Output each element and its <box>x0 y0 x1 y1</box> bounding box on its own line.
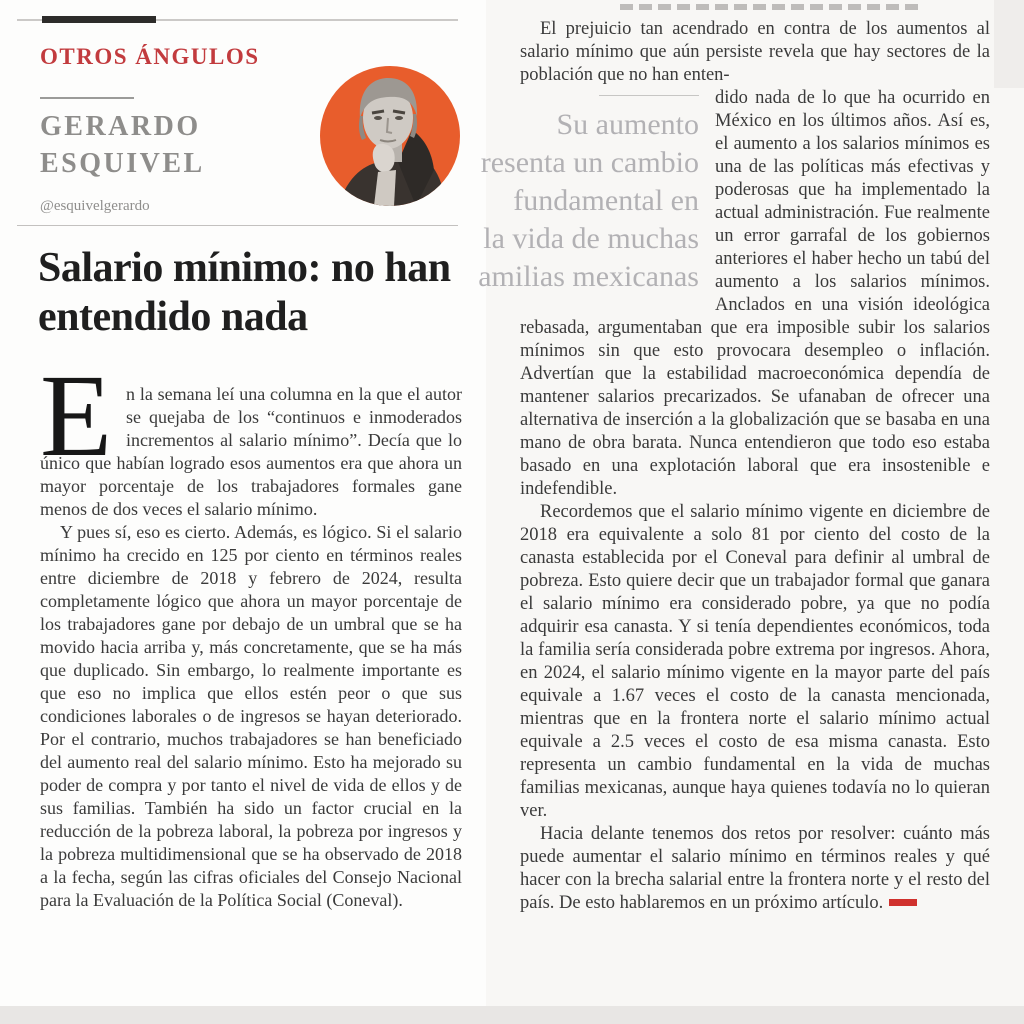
paragraph-1 <box>40 350 462 521</box>
section-underline <box>40 97 134 99</box>
drop-cap-box <box>40 350 126 481</box>
author-portrait-icon <box>320 66 460 206</box>
paragraph-3-intro: El prejuicio tan acendrado en contra de los aumentos al salario mínimo que aún persiste revela que hay sectores de la población que no han enten- <box>520 19 990 85</box>
author-handle-link[interactable]: @esquivelgerardo <box>40 198 150 214</box>
top-rule-accent-bar <box>42 16 156 23</box>
cropped-text-sliver <box>620 4 920 10</box>
pull-quote-line: Su aumento <box>556 108 699 141</box>
article-body-left <box>40 350 462 912</box>
section-label: OTROS ÁNGULOS <box>40 44 260 69</box>
right-column-page <box>478 0 1024 1006</box>
bottom-gray-strip <box>0 1006 1024 1024</box>
pull-quote <box>478 95 699 296</box>
paragraph-4: Recordemos que el salario mínimo vigente en diciembre de 2018 era equivalente a solo 81 por ciento del costo de la canasta establecida por el Coneval para definir al umbral de pobreza. Esto quiere decir que un trabajador formal que ganara el salario mínimo era considerado pobre, ya que no podía adquirir esa canasta. Y si tenía dependientes económicos, toda la familia sería considerada pobre extrema por ingresos. Ahora, en 2024, el salario mínimo vigente en la mayor parte del país equivale a 1.67 veces el costo de la canasta mencionada, mientras que en la frontera norte el salario mínimo actual equivale a 2.5 veces el costo de esa misma canasta. Esto representa un cambio fundamental en la vida de muchas familias mexicanas, aunque haya quienes todavía no lo quieran ver. <box>520 502 990 821</box>
paragraph-3-continuation: dido nada de lo que ha ocurrido en México en los últimos años. Así es, el aumento a los salarios mínimos es una de las políticas más efectivas y poderosas que ha implementado la actual administración. Fue realmente un error garrafal de los gobiernos anteriores el haber hecho un tabú del aumento a los salarios mínimos. Anclados en una visión ideológica rebasada, argumentaban que era imposible subir los salarios mínimos sin que esto provocara desempleo o inflación. Advertían que la estabilidad macroeconómica dependía de mantener salarios precarizados. Se ufanaban de ofrecer una alternativa de inserción a la globalización que se basaba en una mano de obra barata. Nunca entendieron que todo eso estaba basado en una explotación laboral que era insostenible e indefendible. <box>520 88 990 499</box>
pull-quote-line: amilias mexicanas <box>478 260 699 293</box>
article-headline: Salario mínimo: no han entendido nada <box>38 245 451 340</box>
masthead-divider <box>17 225 458 226</box>
end-mark <box>889 899 917 906</box>
paragraph-2: Y pues sí, eso es cierto. Además, es lógico. Si el salario mínimo ha crecido en 125 por ciento en términos reales entre diciembre de 2018 y febrero de 2024, resulta completamente lógico que ahora un mayor porcentaje de los trabajadores gane por debajo de un umbral que se ha movido hacia arriba y, más concretamente, que se ha más que duplicado. Sin embargo, lo realmente importante es que eso no implica que ellos estén peor o que sus condiciones laborales o de ingresos se hayan deteriorado. Por el contrario, muchos trabajadores se han beneficiado del aumento real del salario mínimo. Esto ha mejorado su poder de compra y por tanto el nivel de vida de ellos y de sus familias. También ha sido un factor crucial en la reducción de la pobreza laboral, la pobreza por ingresos y la pobreza multidimensional que se ha observado de 2018 a la fecha, según las cifras oficiales del Consejo Nacional para la Evaluación de la Política Social (Coneval). <box>40 522 462 910</box>
paragraph-5 <box>520 823 990 915</box>
author-first-name: GERARDO <box>40 111 201 142</box>
author-last-name: ESQUIVEL <box>40 148 205 179</box>
paragraph-5-text: Hacia delante tenemos dos retos por resolver: cuánto más puede aumentar el salario mínimo en términos reales y qué hacer con la brecha salarial entre la frontera norte y el resto del país. De esto hablaremos en un próximo artículo. <box>520 824 990 913</box>
corner-shade <box>994 0 1024 88</box>
author-name <box>40 108 205 182</box>
pull-quote-rule <box>599 95 699 96</box>
drop-cap: E <box>40 350 113 481</box>
paragraph-1-text: n la semana leí una columna en la que el autor se quejaba de los “continuos e inmoderados incrementos al salario mínimo”. Decía que lo único que habían logrado esos aumentos era que ahora un mayor porcentaje de los trabajadores formales gane menos de dos veces el salario mínimo. <box>40 384 462 519</box>
pull-quote-line: la vida de muchas <box>483 222 699 255</box>
pull-quote-line: resenta un cambio <box>480 146 699 179</box>
left-column-page <box>0 0 486 1006</box>
article-body-right <box>478 0 990 915</box>
pull-quote-line: fundamental en <box>513 184 699 217</box>
